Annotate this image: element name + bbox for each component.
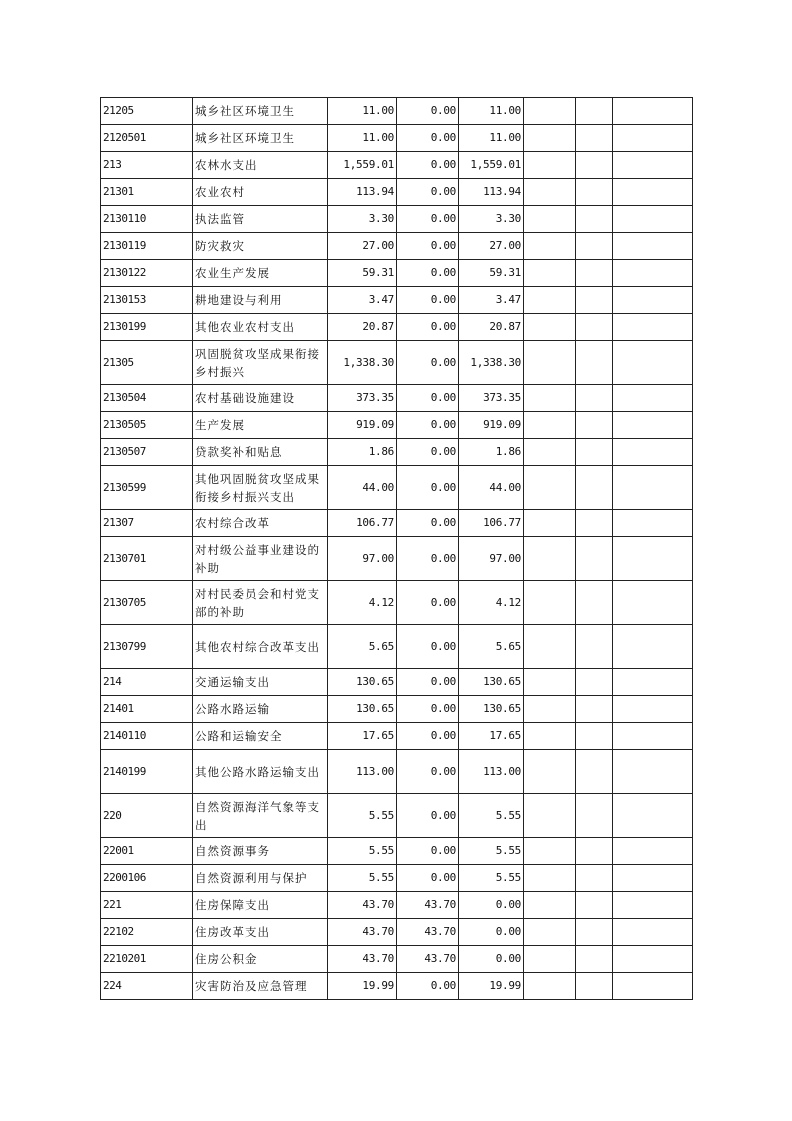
total-cell: 373.35 xyxy=(328,385,397,412)
table-row xyxy=(101,466,693,510)
table-row xyxy=(101,723,693,750)
code-cell: 22102 xyxy=(101,919,193,946)
empty-cell xyxy=(576,98,613,125)
project-cell: 1.86 xyxy=(459,439,524,466)
name-cell: 对村民委员会和村党支部的补助 xyxy=(193,581,328,625)
empty-cell xyxy=(524,412,576,439)
table-row xyxy=(101,98,693,125)
total-cell: 43.70 xyxy=(328,892,397,919)
empty-cell xyxy=(524,260,576,287)
empty-cell xyxy=(613,723,693,750)
empty-cell xyxy=(576,260,613,287)
code-cell: 21307 xyxy=(101,510,193,537)
empty-cell xyxy=(524,973,576,1000)
table-row xyxy=(101,973,693,1000)
empty-cell xyxy=(613,581,693,625)
table-row xyxy=(101,314,693,341)
name-cell: 灾害防治及应急管理 xyxy=(193,973,328,1000)
project-cell: 11.00 xyxy=(459,125,524,152)
total-cell: 1.86 xyxy=(328,439,397,466)
code-cell: 221 xyxy=(101,892,193,919)
total-cell: 44.00 xyxy=(328,466,397,510)
empty-cell xyxy=(576,385,613,412)
project-cell: 0.00 xyxy=(459,919,524,946)
empty-cell xyxy=(613,125,693,152)
empty-cell xyxy=(524,892,576,919)
name-cell: 自然资源利用与保护 xyxy=(193,865,328,892)
empty-cell xyxy=(613,625,693,669)
code-cell: 224 xyxy=(101,973,193,1000)
table-row xyxy=(101,625,693,669)
empty-cell xyxy=(524,723,576,750)
code-cell: 220 xyxy=(101,794,193,838)
code-cell: 2130110 xyxy=(101,206,193,233)
empty-cell xyxy=(576,537,613,581)
empty-cell xyxy=(613,946,693,973)
empty-cell xyxy=(613,287,693,314)
total-cell: 919.09 xyxy=(328,412,397,439)
empty-cell xyxy=(613,439,693,466)
empty-cell xyxy=(576,946,613,973)
empty-cell xyxy=(524,287,576,314)
code-cell: 214 xyxy=(101,669,193,696)
empty-cell xyxy=(524,152,576,179)
total-cell: 113.94 xyxy=(328,179,397,206)
table-row xyxy=(101,919,693,946)
basic-cell: 0.00 xyxy=(397,750,459,794)
basic-cell: 43.70 xyxy=(397,946,459,973)
basic-cell: 43.70 xyxy=(397,892,459,919)
table-row xyxy=(101,537,693,581)
total-cell: 1,338.30 xyxy=(328,341,397,385)
table-row xyxy=(101,412,693,439)
basic-cell: 0.00 xyxy=(397,314,459,341)
empty-cell xyxy=(576,669,613,696)
empty-cell xyxy=(576,125,613,152)
name-cell: 生产发展 xyxy=(193,412,328,439)
table-row xyxy=(101,260,693,287)
table-row xyxy=(101,865,693,892)
empty-cell xyxy=(524,125,576,152)
name-cell: 农林水支出 xyxy=(193,152,328,179)
code-cell: 21301 xyxy=(101,179,193,206)
basic-cell: 0.00 xyxy=(397,625,459,669)
project-cell: 106.77 xyxy=(459,510,524,537)
empty-cell xyxy=(524,581,576,625)
basic-cell: 0.00 xyxy=(397,723,459,750)
name-cell: 执法监管 xyxy=(193,206,328,233)
empty-cell xyxy=(524,865,576,892)
empty-cell xyxy=(524,946,576,973)
code-cell: 2130504 xyxy=(101,385,193,412)
basic-cell: 0.00 xyxy=(397,696,459,723)
name-cell: 公路水路运输 xyxy=(193,696,328,723)
code-cell: 22001 xyxy=(101,838,193,865)
project-cell: 373.35 xyxy=(459,385,524,412)
basic-cell: 0.00 xyxy=(397,206,459,233)
empty-cell xyxy=(524,838,576,865)
project-cell: 17.65 xyxy=(459,723,524,750)
empty-cell xyxy=(524,233,576,260)
name-cell: 城乡社区环境卫生 xyxy=(193,98,328,125)
project-cell: 0.00 xyxy=(459,946,524,973)
empty-cell xyxy=(576,510,613,537)
name-cell: 其他巩固脱贫攻坚成果衔接乡村振兴支出 xyxy=(193,466,328,510)
empty-cell xyxy=(613,838,693,865)
empty-cell xyxy=(613,314,693,341)
code-cell: 2130507 xyxy=(101,439,193,466)
empty-cell xyxy=(613,750,693,794)
basic-cell: 0.00 xyxy=(397,152,459,179)
name-cell: 耕地建设与利用 xyxy=(193,287,328,314)
empty-cell xyxy=(524,466,576,510)
total-cell: 5.55 xyxy=(328,794,397,838)
name-cell: 农村基础设施建设 xyxy=(193,385,328,412)
code-cell: 2130799 xyxy=(101,625,193,669)
total-cell: 1,559.01 xyxy=(328,152,397,179)
code-cell: 2130701 xyxy=(101,537,193,581)
code-cell: 2140110 xyxy=(101,723,193,750)
table-row xyxy=(101,946,693,973)
project-cell: 5.65 xyxy=(459,625,524,669)
name-cell: 农业农村 xyxy=(193,179,328,206)
table-row xyxy=(101,206,693,233)
code-cell: 2140199 xyxy=(101,750,193,794)
basic-cell: 0.00 xyxy=(397,179,459,206)
basic-cell: 0.00 xyxy=(397,341,459,385)
empty-cell xyxy=(576,838,613,865)
basic-cell: 0.00 xyxy=(397,973,459,1000)
name-cell: 交通运输支出 xyxy=(193,669,328,696)
project-cell: 5.55 xyxy=(459,865,524,892)
empty-cell xyxy=(613,233,693,260)
project-cell: 19.99 xyxy=(459,973,524,1000)
name-cell: 自然资源海洋气象等支出 xyxy=(193,794,328,838)
empty-cell xyxy=(613,98,693,125)
empty-cell xyxy=(613,412,693,439)
empty-cell xyxy=(613,206,693,233)
empty-cell xyxy=(613,669,693,696)
project-cell: 27.00 xyxy=(459,233,524,260)
code-cell: 21401 xyxy=(101,696,193,723)
code-cell: 21205 xyxy=(101,98,193,125)
empty-cell xyxy=(524,669,576,696)
empty-cell xyxy=(613,385,693,412)
name-cell: 贷款奖补和贴息 xyxy=(193,439,328,466)
empty-cell xyxy=(524,439,576,466)
table-row xyxy=(101,892,693,919)
table-row xyxy=(101,838,693,865)
code-cell: 2130599 xyxy=(101,466,193,510)
table-row xyxy=(101,152,693,179)
table-row xyxy=(101,510,693,537)
empty-cell xyxy=(524,750,576,794)
total-cell: 5.55 xyxy=(328,865,397,892)
project-cell: 4.12 xyxy=(459,581,524,625)
code-cell: 2210201 xyxy=(101,946,193,973)
name-cell: 对村级公益事业建设的补助 xyxy=(193,537,328,581)
empty-cell xyxy=(576,287,613,314)
basic-cell: 0.00 xyxy=(397,466,459,510)
basic-cell: 0.00 xyxy=(397,385,459,412)
project-cell: 0.00 xyxy=(459,892,524,919)
empty-cell xyxy=(576,179,613,206)
code-cell: 2130505 xyxy=(101,412,193,439)
empty-cell xyxy=(524,314,576,341)
table-row xyxy=(101,233,693,260)
name-cell: 住房公积金 xyxy=(193,946,328,973)
empty-cell xyxy=(576,466,613,510)
empty-cell xyxy=(524,341,576,385)
total-cell: 4.12 xyxy=(328,581,397,625)
name-cell: 巩固脱贫攻坚成果衔接乡村振兴 xyxy=(193,341,328,385)
empty-cell xyxy=(613,973,693,1000)
project-cell: 113.94 xyxy=(459,179,524,206)
empty-cell xyxy=(576,581,613,625)
empty-cell xyxy=(613,865,693,892)
project-cell: 5.55 xyxy=(459,794,524,838)
total-cell: 97.00 xyxy=(328,537,397,581)
empty-cell xyxy=(576,750,613,794)
empty-cell xyxy=(613,341,693,385)
basic-cell: 0.00 xyxy=(397,233,459,260)
code-cell: 2130122 xyxy=(101,260,193,287)
total-cell: 11.00 xyxy=(328,125,397,152)
name-cell: 其他农村综合改革支出 xyxy=(193,625,328,669)
basic-cell: 0.00 xyxy=(397,510,459,537)
basic-cell: 0.00 xyxy=(397,581,459,625)
project-cell: 3.30 xyxy=(459,206,524,233)
basic-cell: 0.00 xyxy=(397,537,459,581)
code-cell: 2130119 xyxy=(101,233,193,260)
table-row xyxy=(101,287,693,314)
table-row xyxy=(101,439,693,466)
total-cell: 43.70 xyxy=(328,946,397,973)
code-cell: 21305 xyxy=(101,341,193,385)
code-cell: 2120501 xyxy=(101,125,193,152)
empty-cell xyxy=(524,696,576,723)
basic-cell: 0.00 xyxy=(397,794,459,838)
empty-cell xyxy=(576,892,613,919)
empty-cell xyxy=(576,794,613,838)
table-row xyxy=(101,385,693,412)
code-cell: 2200106 xyxy=(101,865,193,892)
empty-cell xyxy=(524,537,576,581)
empty-cell xyxy=(576,206,613,233)
total-cell: 113.00 xyxy=(328,750,397,794)
table-row xyxy=(101,669,693,696)
total-cell: 17.65 xyxy=(328,723,397,750)
table-row xyxy=(101,341,693,385)
basic-cell: 0.00 xyxy=(397,287,459,314)
empty-cell xyxy=(613,919,693,946)
basic-cell: 0.00 xyxy=(397,260,459,287)
basic-cell: 0.00 xyxy=(397,669,459,696)
basic-cell: 0.00 xyxy=(397,98,459,125)
code-cell: 2130199 xyxy=(101,314,193,341)
total-cell: 130.65 xyxy=(328,669,397,696)
name-cell: 公路和运输安全 xyxy=(193,723,328,750)
name-cell: 住房改革支出 xyxy=(193,919,328,946)
budget-table xyxy=(100,97,693,1000)
basic-cell: 43.70 xyxy=(397,919,459,946)
code-cell: 2130705 xyxy=(101,581,193,625)
total-cell: 43.70 xyxy=(328,919,397,946)
total-cell: 3.30 xyxy=(328,206,397,233)
project-cell: 113.00 xyxy=(459,750,524,794)
empty-cell xyxy=(613,179,693,206)
empty-cell xyxy=(576,723,613,750)
empty-cell xyxy=(524,919,576,946)
empty-cell xyxy=(576,341,613,385)
total-cell: 106.77 xyxy=(328,510,397,537)
empty-cell xyxy=(576,973,613,1000)
project-cell: 130.65 xyxy=(459,696,524,723)
empty-cell xyxy=(524,625,576,669)
empty-cell xyxy=(613,794,693,838)
empty-cell xyxy=(524,510,576,537)
total-cell: 11.00 xyxy=(328,98,397,125)
empty-cell xyxy=(576,233,613,260)
table-row xyxy=(101,794,693,838)
name-cell: 农业生产发展 xyxy=(193,260,328,287)
project-cell: 97.00 xyxy=(459,537,524,581)
basic-cell: 0.00 xyxy=(397,125,459,152)
table-row xyxy=(101,696,693,723)
name-cell: 自然资源事务 xyxy=(193,838,328,865)
project-cell: 130.65 xyxy=(459,669,524,696)
empty-cell xyxy=(613,696,693,723)
name-cell: 防灾救灾 xyxy=(193,233,328,260)
table-row xyxy=(101,125,693,152)
empty-cell xyxy=(576,412,613,439)
empty-cell xyxy=(613,152,693,179)
total-cell: 3.47 xyxy=(328,287,397,314)
empty-cell xyxy=(524,794,576,838)
basic-cell: 0.00 xyxy=(397,412,459,439)
project-cell: 5.55 xyxy=(459,838,524,865)
empty-cell xyxy=(576,152,613,179)
name-cell: 住房保障支出 xyxy=(193,892,328,919)
table-row xyxy=(101,581,693,625)
project-cell: 20.87 xyxy=(459,314,524,341)
name-cell: 城乡社区环境卫生 xyxy=(193,125,328,152)
total-cell: 19.99 xyxy=(328,973,397,1000)
name-cell: 其他农业农村支出 xyxy=(193,314,328,341)
project-cell: 1,338.30 xyxy=(459,341,524,385)
name-cell: 其他公路水路运输支出 xyxy=(193,750,328,794)
code-cell: 2130153 xyxy=(101,287,193,314)
empty-cell xyxy=(524,385,576,412)
code-cell: 213 xyxy=(101,152,193,179)
total-cell: 27.00 xyxy=(328,233,397,260)
empty-cell xyxy=(613,892,693,919)
table-row xyxy=(101,750,693,794)
total-cell: 5.55 xyxy=(328,838,397,865)
total-cell: 59.31 xyxy=(328,260,397,287)
empty-cell xyxy=(576,439,613,466)
empty-cell xyxy=(524,179,576,206)
table-row xyxy=(101,179,693,206)
basic-cell: 0.00 xyxy=(397,838,459,865)
empty-cell xyxy=(576,314,613,341)
basic-cell: 0.00 xyxy=(397,865,459,892)
project-cell: 11.00 xyxy=(459,98,524,125)
empty-cell xyxy=(524,206,576,233)
empty-cell xyxy=(576,919,613,946)
total-cell: 20.87 xyxy=(328,314,397,341)
project-cell: 44.00 xyxy=(459,466,524,510)
total-cell: 5.65 xyxy=(328,625,397,669)
empty-cell xyxy=(613,466,693,510)
empty-cell xyxy=(613,260,693,287)
project-cell: 59.31 xyxy=(459,260,524,287)
name-cell: 农村综合改革 xyxy=(193,510,328,537)
project-cell: 3.47 xyxy=(459,287,524,314)
empty-cell xyxy=(576,625,613,669)
empty-cell xyxy=(576,865,613,892)
project-cell: 1,559.01 xyxy=(459,152,524,179)
basic-cell: 0.00 xyxy=(397,439,459,466)
total-cell: 130.65 xyxy=(328,696,397,723)
empty-cell xyxy=(524,98,576,125)
empty-cell xyxy=(576,696,613,723)
empty-cell xyxy=(613,510,693,537)
project-cell: 919.09 xyxy=(459,412,524,439)
empty-cell xyxy=(613,537,693,581)
